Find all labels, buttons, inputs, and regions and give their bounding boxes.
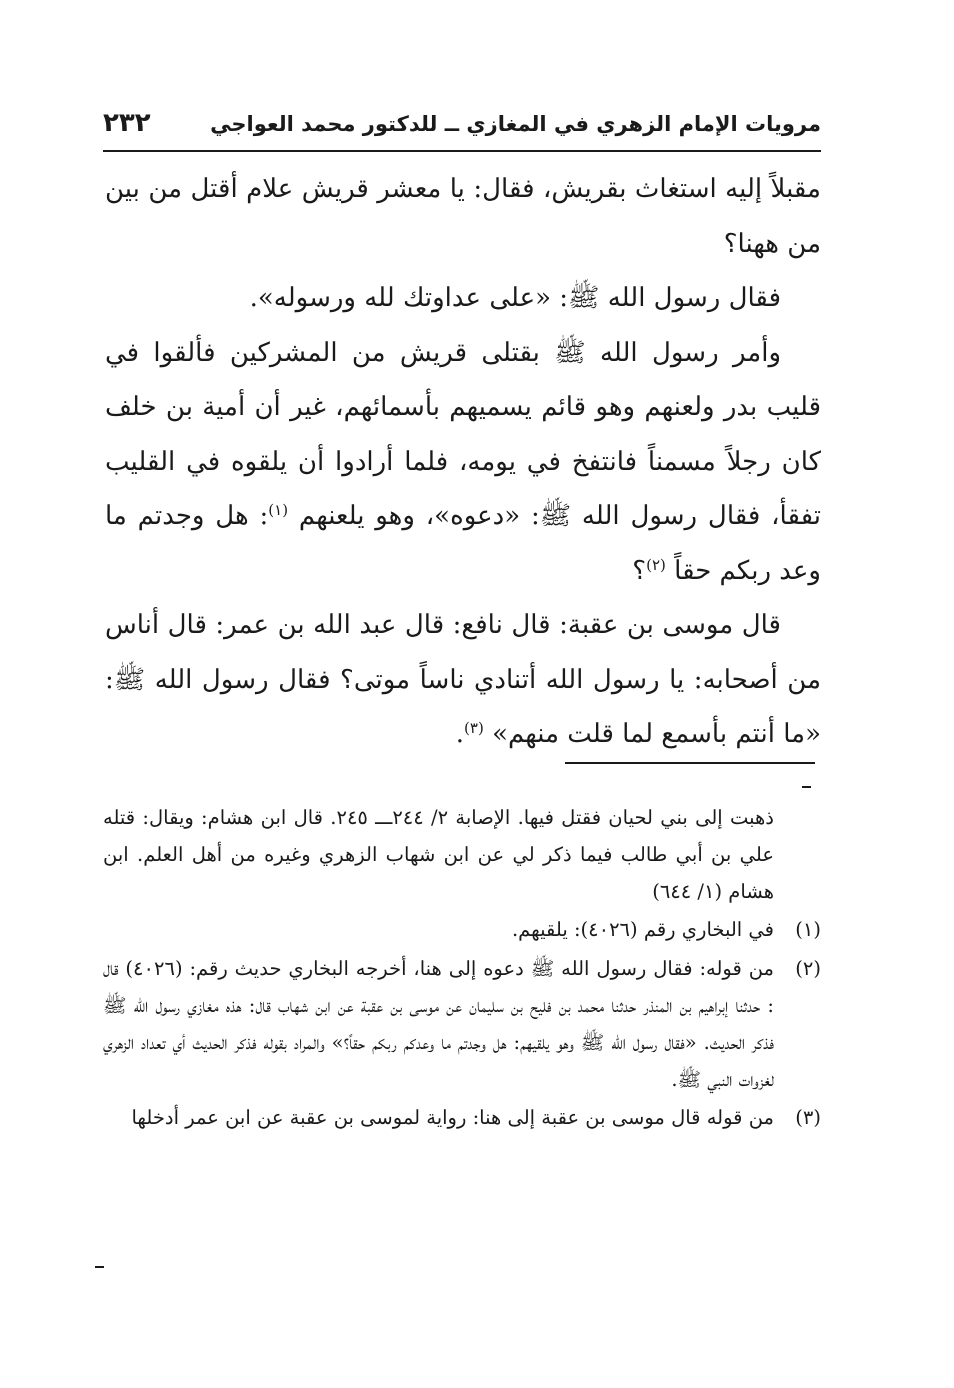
footnote-text: في البخاري رقم (٤٠٢٦): يلقيهم. xyxy=(511,918,774,942)
footnotes-section xyxy=(103,800,821,1137)
footnote-number: (٣) xyxy=(795,1106,821,1130)
footnote-1 xyxy=(103,912,821,949)
header-rule xyxy=(103,150,821,152)
paragraph-4 xyxy=(105,598,821,762)
footnote-ref-2: (٢) xyxy=(646,555,666,574)
continuation-mark-bottom xyxy=(95,1266,104,1268)
paragraph-2: فقال رسول الله ﷺ: «على عداوتك لله ورسوله». xyxy=(249,283,781,313)
footnote-continuation: ذهبت إلى بني لحيان فقتل فيها. الإصابة ٢/ ٢٤٤ـــ ٢٤٥. قال ابن هشام: ويقال: قتله علي بن أبي طالب فيما ذكر لي عن ابن شهاب الزهري وغيره من أهل العلم. ابن هشام (١/ ٦٤٤) xyxy=(103,806,774,903)
paragraph-4-text-a: قال موسى بن عقبة: قال نافع: قال عبد الله بن عمر: قال أناس من أصحابه: يا رسول الله أتنادي ناساً موتى؟ فقال رسول الله ﷺ: «ما أنتم بأسمع لما قلت منهم» xyxy=(105,610,821,749)
paragraph-3 xyxy=(105,326,821,599)
footnote-number: (٢) xyxy=(795,957,821,981)
main-text xyxy=(105,162,821,762)
footnote-ref-1: (١) xyxy=(268,501,289,519)
footnote-ref-3: (٣) xyxy=(464,719,484,737)
paragraph-1: مقبلاً إليه استغاث بقريش، فقال: يا معشر قريش علام أقتل من بين من ههنا؟ xyxy=(105,174,821,259)
paragraph-3-text-c: ؟ xyxy=(632,555,647,586)
footnote-3 xyxy=(103,1100,821,1137)
footnote-number: (١) xyxy=(795,918,821,942)
footnote-text: من قوله قال موسى بن عقبة إلى هنا: رواية لموسى بن عقبة عن ابن عمر أدخلها xyxy=(131,1106,774,1130)
footnote-2 xyxy=(103,951,821,1098)
page-number: ٢٣٢ xyxy=(103,108,151,138)
running-header-title: مرويات الإمام الزهري في المغازي ــ للدكتور محمد العواجي xyxy=(210,112,821,136)
footnote-separator xyxy=(565,762,815,764)
footnote-text: من قوله: فقال رسول الله ﷺ دعوه إلى هنا، أخرجه البخاري حديث رقم: (٤٠٢٦) قال : حدثنا إبراهيم بن المنذر حدثنا محمد بن فليح بن سليمان عن موسى بن عقبة عن ابن شهاب قال: هذه مغازي رسول الله ﷺ فذكر الحديث. «فقال رسول الله ﷺ وهو يلقيهم: هل وجدتم ما وعدكم ربكم حقاً؟» والمراد بقوله فذكر الحديث أي تعداد الزهري لغزوات النبي ﷺ. xyxy=(103,957,774,1091)
running-header xyxy=(103,108,821,148)
paragraph-3-text-a: وأمر رسول الله ﷺ بقتلى قريش من المشركين فألقوا في قليب بدر ولعنهم وهو قائم يسميهم بأسمائهم، غير أن أمية بن خلف كان رجلاً مسمناً فانتفخ في يومه، فلما أرادوا أن يلقوه في القليب تفقأ، فقال رسول الله ﷺ: «دعوه»، وهو يلعنهم xyxy=(105,337,821,531)
continuation-mark-top xyxy=(802,786,811,788)
paragraph-4-text-b: . xyxy=(455,719,465,749)
paragraph-3-text-b: : هل وجدتم ما وعد ربكم حقاً xyxy=(105,501,821,586)
